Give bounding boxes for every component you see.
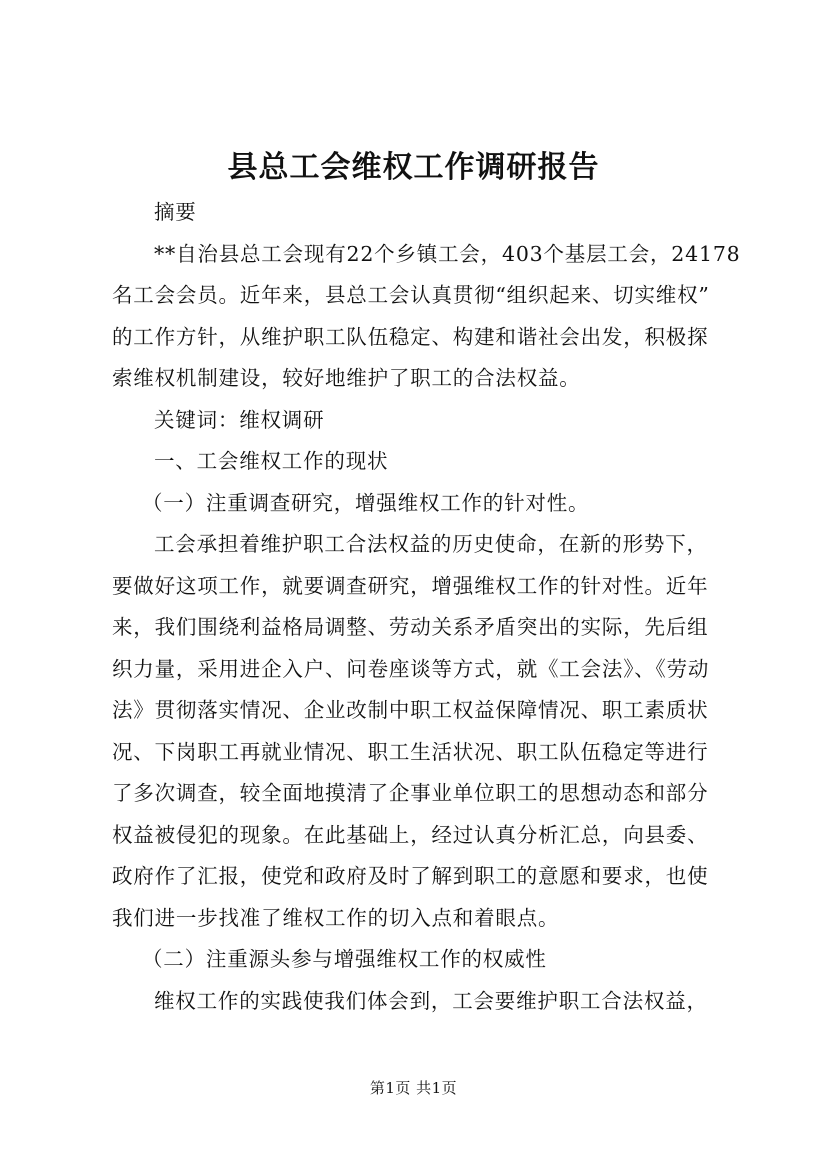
body-line: 我们进一步找准了维权工作的切入点和着眼点。	[112, 905, 560, 930]
page-number: 第1页 共1页	[369, 1079, 458, 1097]
abstract-heading: 摘要	[154, 200, 197, 224]
body-line: 的工作方针，从维护职工队伍稳定、构建和谐社会出发，积极探	[112, 324, 709, 349]
subsection-heading: （二）注重源头参与增强维权工作的权威性	[142, 947, 547, 971]
section-heading: 一、工会维权工作的现状	[154, 449, 389, 473]
body-line: 权益被侵犯的现象。在此基础上，经过认真分析汇总，向县委、	[112, 822, 709, 847]
body-line: 来，我们围绕利益格局调整、劳动关系矛盾突出的实际，先后组	[112, 615, 709, 639]
keywords-line: 关键词：维权调研	[154, 407, 325, 432]
body-line: 要做好这项工作，就要调查研究，增强维权工作的针对性。近年	[112, 573, 709, 598]
body-line: 织力量，采用进企入户、问卷座谈等方式，就《工会法》、《劳动	[112, 656, 710, 681]
body-line: **自治县总工会现有22个乡镇工会，403个基层工会，24178	[154, 241, 741, 266]
body-line: 名工会会员。近年来，县总工会认真贯彻“组织起来、切实维权”	[112, 283, 710, 307]
body-line: 工会承担着维护职工合法权益的历史使命，在新的形势下，	[154, 532, 708, 556]
body-line: 了多次调查，较全面地摸清了企事业单位职工的思想动态和部分	[112, 781, 709, 805]
document-title: 县总工会维权工作调研报告	[227, 150, 600, 185]
body-line: 索维权机制建设，较好地维护了职工的合法权益。	[112, 366, 581, 390]
body-line: 维权工作的实践使我们体会到，工会要维护职工合法权益，	[154, 988, 708, 1013]
body-line: 况、下岗职工再就业情况、职工生活状况、职工队伍稳定等进行	[112, 739, 709, 764]
subsection-heading: （一）注重调查研究，增强维权工作的针对性。	[142, 490, 590, 515]
body-line: 法》贯彻落实情况、企业改制中职工权益保障情况、职工素质状	[112, 698, 709, 722]
document-body	[112, 192, 740, 1022]
body-line: 政府作了汇报，使党和政府及时了解到职工的意愿和要求，也使	[112, 864, 709, 888]
